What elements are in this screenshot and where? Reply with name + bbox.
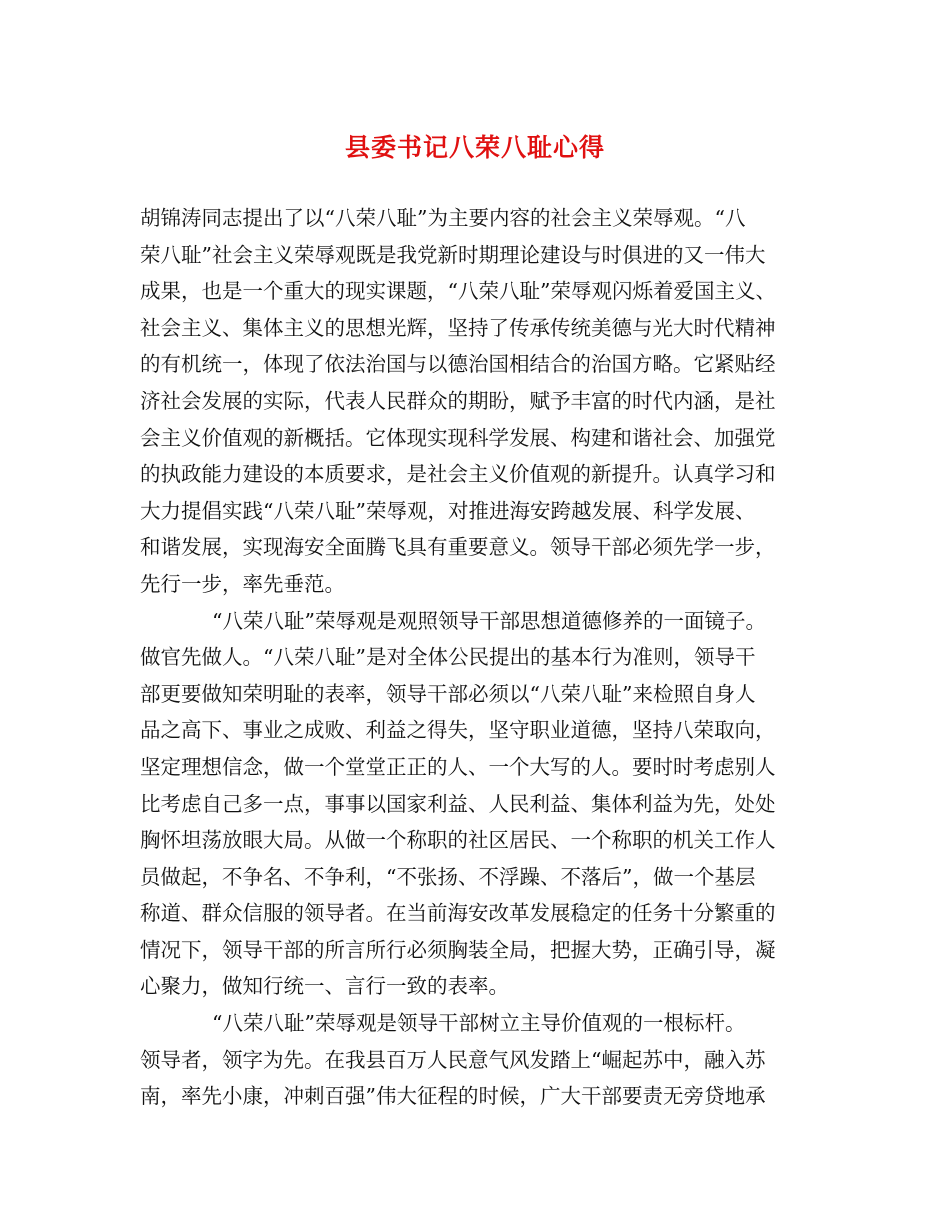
paragraph-first-line: “八荣八耻”荣辱观是观照领导干部思想道德修养的一面镜子。: [212, 608, 766, 633]
text-line: 成果，也是一个重大的现实课题，“八荣八耻”荣辱观闪烁着爱国主义、: [140, 279, 776, 304]
text-line: 比考虑自己多一点，事事以国家利益、人民利益、集体利益为先，处处: [140, 791, 776, 816]
document-title: 县委书记八荣八耻心得: [344, 133, 605, 162]
text-line: 社会主义、集体主义的思想光辉，坚持了传承传统美德与光大时代精神: [140, 315, 776, 340]
text-line: 胸怀坦荡放眼大局。从做一个称职的社区居民、一个称职的机关工作人: [140, 828, 776, 853]
text-line: 济社会发展的实际，代表人民群众的期盼，赋予丰富的时代内涵，是社: [140, 388, 776, 413]
text-line: 的执政能力建设的本质要求，是社会主义价值观的新提升。认真学习和: [140, 462, 776, 487]
text-line: 先行一步，率先垂范。: [140, 571, 345, 596]
text-line: 会主义价值观的新概括。它体现实现科学发展、构建和谐社会、加强党: [140, 425, 776, 450]
text-line: 和谐发展，实现海安全面腾飞具有重要意义。领导干部必须先学一步，: [140, 535, 776, 560]
text-line: 情况下，领导干部的所言所行必须胸装全局，把握大势，正确引导，凝: [140, 937, 776, 962]
document-body: [140, 200, 830, 1115]
text-line: 心聚力，做知行统一、言行一致的表率。: [140, 974, 509, 999]
text-line: 荣八耻”社会主义荣辱观既是我党新时期理论建设与时俱进的又一伟大: [140, 242, 766, 267]
text-line: 坚定理想信念，做一个堂堂正正的人、一个大写的人。要时时考虑别人: [140, 754, 776, 779]
text-line: 品之高下、事业之成败、利益之得失，坚守职业道德，坚持八荣取向，: [140, 718, 776, 743]
paragraph-first-line: “八荣八耻”荣辱观是领导干部树立主导价值观的一根标杆。: [212, 1011, 746, 1036]
text-line: 大力提倡实践“八荣八耻”荣辱观，对推进海安跨越发展、科学发展、: [140, 498, 756, 523]
text-line: 员做起，不争名、不争利，“不张扬、不浮躁、不落后”，做一个基层: [140, 864, 756, 889]
text-line: 部更要做知荣明耻的表率，领导干部必须以“八荣八耻”来检照自身人: [140, 681, 756, 706]
text-line: 胡锦涛同志提出了以“八荣八耻”为主要内容的社会主义荣辱观。“八: [140, 206, 746, 230]
text-line: 领导者，领字为先。在我县百万人民意气风发踏上“崛起苏中，融入苏: [140, 1047, 766, 1072]
text-line: 称道、群众信服的领导者。在当前海安改革发展稳定的任务十分繁重的: [140, 901, 776, 926]
text-line: 的有机统一，体现了依法治国与以德治国相结合的治国方略。它紧贴经: [140, 352, 776, 377]
text-line: 做官先做人。“八荣八耻”是对全体公民提出的基本行为准则，领导干: [140, 645, 756, 670]
text-line: 南，率先小康，冲刺百强”伟大征程的时候，广大干部要责无旁贷地承: [140, 1084, 766, 1109]
